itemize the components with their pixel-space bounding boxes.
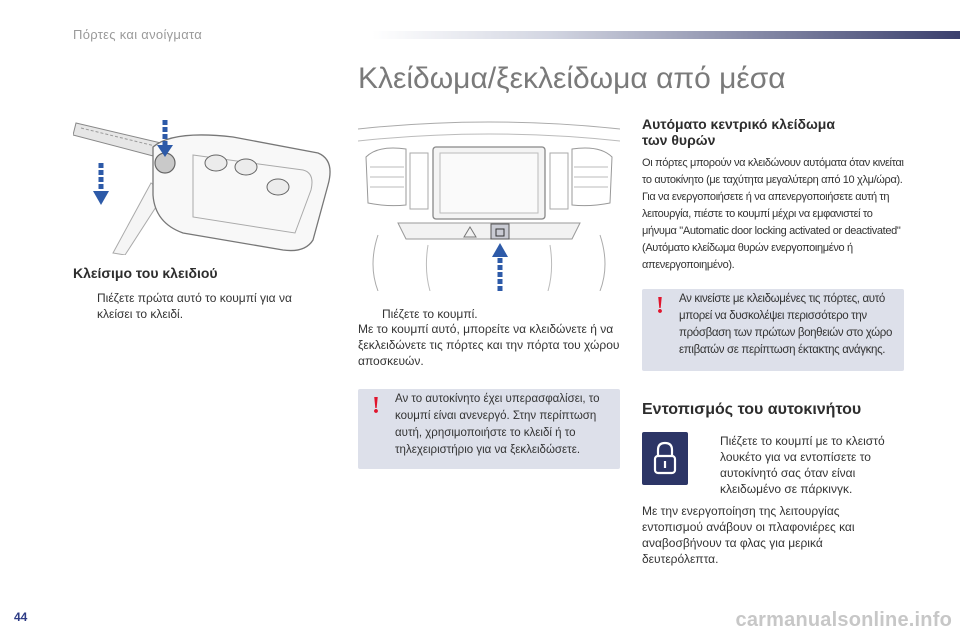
button-section-text: Με το κουμπί αυτό, μπορείτε να κλειδώνετε ή να ξεκλειδώνετε τις πόρτες και την πόρτα του χώρου αποσκευών. — [358, 322, 620, 368]
header-gradient-bar — [372, 31, 960, 39]
warning-note-button-text: Αν το αυτοκίνητο έχει υπερασφαλίσει, το κουμπί είναι ανενεργό. Στην περίπτωση αυτή, χρησιμοποιήστε το κλειδί ή το τηλεχειριστήριο για να ξεκλειδώσετε. — [395, 393, 600, 456]
auto-lock-heading-line2: των θυρών — [642, 132, 716, 148]
page-title: Κλείδωμα/ξεκλείδωμα από μέσα — [358, 62, 786, 95]
key-section-bullet: Πιέζετε πρώτα αυτό το κουμπί για να κλείσει το κλειδί. — [97, 291, 292, 321]
auto-lock-heading — [642, 116, 835, 148]
auto-lock-heading-line1: Αυτόματο κεντρικό κλείδωμα — [642, 116, 835, 132]
auto-lock-text: Οι πόρτες μπορούν να κλειδώνουν αυτόματα όταν κινείται το αυτοκίνητο (με ταχύτητα μεγαλύτερη από 10 χλμ/ώρα). Για να ενεργοποιήσετε ή να απενεργοποιήσετε αυτή τη λειτουργία, πιέστε το κουμπί μέχρι να εμφανιστεί το μήνυμα "Automatic door locking activated or deactivated" (Αυτόματο κλείδωμα θυρών ενεργοποιημένο ή απενεργοποιημένο). — [642, 157, 904, 271]
warning-note-auto — [642, 289, 904, 371]
key-section-heading: Κλείσιμο του κλειδιού — [73, 265, 218, 281]
page-number: 44 — [14, 610, 28, 624]
dashboard-illustration — [358, 115, 620, 291]
locate-section-heading: Εντοπισμός του αυτοκινήτου — [642, 401, 862, 418]
warning-note-auto-text: Αν κινείστε με κλειδωμένες τις πόρτες, αυτό μπορεί να δυσκολέψει περισσότερο την πρόσβαση των πρώτων βοηθειών στο χώρο επιβατών σε περίπτωση έκτακτης ανάγκης. — [679, 293, 892, 356]
warning-icon: ! — [656, 293, 664, 319]
locate-section-text: Με την ενεργοποίηση της λειτουργίας εντοπισμού ανάβουν οι πλαφονιέρες και αναβοσβήνουν τα φλας για μερικά δευτερόλεπτα. — [642, 504, 855, 566]
warning-note-button — [358, 389, 620, 469]
button-section-bullet: Πιέζετε το κουμπί. — [382, 307, 478, 321]
watermark: carmanualsonline.info — [735, 609, 952, 631]
running-header: Πόρτες και ανοίγματα — [73, 27, 203, 42]
locate-section-bullet: Πιέζετε το κουμπί με το κλειστό λουκέτο για να εντοπίσετε το αυτοκίνητό σας όταν είναι κλειδωμένο σε πάρκινγκ. — [720, 434, 885, 496]
key-fob-illustration — [73, 115, 335, 255]
lock-button-icon — [642, 432, 688, 485]
warning-icon: ! — [372, 393, 380, 419]
